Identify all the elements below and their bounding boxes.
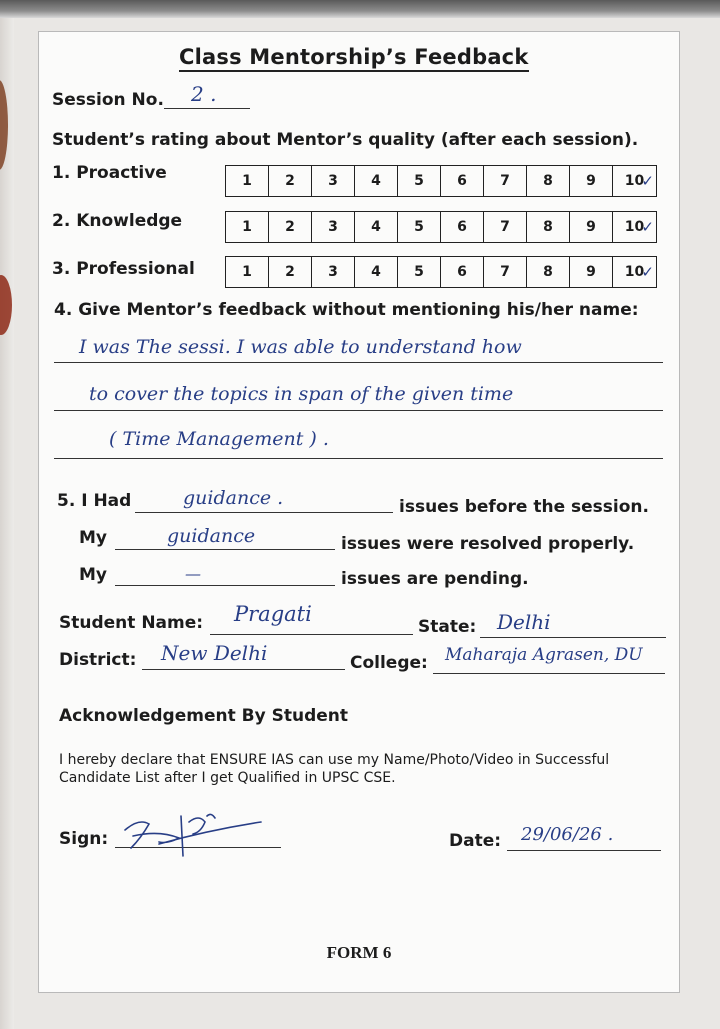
rating-cell[interactable] bbox=[613, 166, 656, 196]
acknowledgement-text: I hereby declare that ENSURE IAS can use my Name/Photo/Video in Successful Candidate List after I get Qualified in UPSC CSE. bbox=[59, 752, 610, 786]
rating-cell[interactable] bbox=[570, 166, 613, 196]
student-name-value[interactable]: Pragati bbox=[234, 602, 312, 626]
rating-number: 5 bbox=[414, 219, 424, 235]
rating-cell[interactable] bbox=[226, 212, 269, 242]
rating-number: 9 bbox=[586, 173, 596, 189]
rating-number: 4 bbox=[371, 219, 381, 235]
rating-cell[interactable] bbox=[484, 257, 527, 287]
rating-cell[interactable] bbox=[398, 257, 441, 287]
rating-number: 3 bbox=[328, 173, 338, 189]
feedback-line-2 bbox=[54, 410, 663, 411]
rating-number: 8 bbox=[543, 219, 553, 235]
rating-cell[interactable] bbox=[269, 166, 312, 196]
rating-heading: Student’s rating about Mentor’s quality (after each session). bbox=[52, 130, 639, 150]
rating-number: 1 bbox=[242, 219, 252, 235]
rating-cell[interactable] bbox=[355, 166, 398, 196]
rating-number: 2 bbox=[285, 219, 295, 235]
rating-cell[interactable] bbox=[527, 166, 570, 196]
check-mark-icon: ✓ bbox=[641, 263, 654, 281]
signature-image bbox=[119, 808, 269, 864]
photo-left-edge bbox=[0, 18, 14, 1029]
session-value[interactable]: 2 . bbox=[191, 82, 217, 106]
feedback-line-3 bbox=[54, 458, 663, 459]
rating-number: 6 bbox=[457, 264, 467, 280]
rating-number: 4 bbox=[371, 173, 381, 189]
session-label: Session No. bbox=[52, 90, 164, 110]
rating-cell[interactable] bbox=[312, 212, 355, 242]
issues-had-line bbox=[135, 512, 393, 513]
rating-number: 4 bbox=[371, 264, 381, 280]
issues-pending-value[interactable]: — bbox=[185, 564, 201, 583]
state-label: State: bbox=[418, 617, 477, 637]
state-value[interactable]: Delhi bbox=[497, 610, 551, 634]
rating-number: 5 bbox=[414, 173, 424, 189]
rating-cell[interactable] bbox=[226, 257, 269, 287]
rating-cell[interactable] bbox=[527, 212, 570, 242]
feedback-label: 4. Give Mentor’s feedback without mentioning his/her name: bbox=[54, 300, 639, 320]
rating-cell[interactable] bbox=[484, 212, 527, 242]
issues-resolved-value[interactable]: guidance bbox=[167, 525, 256, 547]
rating-number: 7 bbox=[500, 264, 510, 280]
rating-number: 6 bbox=[457, 173, 467, 189]
acknowledgement-heading: Acknowledgement By Student bbox=[59, 706, 348, 726]
issues-resolved-prefix: My bbox=[79, 528, 107, 548]
district-label: District: bbox=[59, 650, 137, 670]
district-line bbox=[142, 669, 345, 670]
photo-top-edge bbox=[0, 0, 720, 18]
rating-scale-proactive bbox=[225, 165, 657, 197]
rating-number: 10 bbox=[624, 219, 645, 235]
form-title: Class Mentorship’s Feedback bbox=[179, 45, 529, 72]
rating-cell[interactable] bbox=[355, 212, 398, 242]
issues-resolved-suffix: issues were resolved properly. bbox=[341, 534, 635, 554]
rating-number: 8 bbox=[543, 264, 553, 280]
issues-pending-line bbox=[115, 585, 335, 586]
rating-scale-knowledge bbox=[225, 211, 657, 243]
form-footer: FORM 6 bbox=[326, 943, 392, 962]
rating-cell[interactable] bbox=[441, 212, 484, 242]
college-line bbox=[433, 673, 665, 674]
rating-number: 7 bbox=[500, 173, 510, 189]
feedback-text-3[interactable]: ( Time Management ) . bbox=[109, 428, 329, 450]
issues-resolved-line bbox=[115, 549, 335, 550]
rating-cell[interactable] bbox=[226, 166, 269, 196]
feedback-form-page bbox=[38, 31, 680, 993]
rating-number: 8 bbox=[543, 173, 553, 189]
date-label: Date: bbox=[449, 831, 502, 851]
rating-cell[interactable] bbox=[613, 257, 656, 287]
college-value[interactable]: Maharaja Agrasen, DU bbox=[445, 645, 643, 665]
rating-number: 10 bbox=[624, 264, 645, 280]
rating-number: 9 bbox=[586, 219, 596, 235]
feedback-line-1 bbox=[54, 362, 663, 363]
sign-label: Sign: bbox=[59, 829, 109, 849]
rating-cell[interactable] bbox=[527, 257, 570, 287]
rating-cell[interactable] bbox=[269, 212, 312, 242]
rating-cell[interactable] bbox=[398, 166, 441, 196]
rating-cell[interactable] bbox=[484, 166, 527, 196]
rating-number: 10 bbox=[624, 173, 645, 189]
rating-label-professional: 3. Professional bbox=[52, 259, 195, 279]
rating-cell[interactable] bbox=[441, 257, 484, 287]
rating-number: 3 bbox=[328, 264, 338, 280]
feedback-text-1[interactable]: I was The sessi. I was able to understand how bbox=[79, 336, 522, 358]
feedback-text-2[interactable]: to cover the topics in span of the given time bbox=[89, 383, 514, 405]
rating-cell[interactable] bbox=[441, 166, 484, 196]
issues-had-value[interactable]: guidance . bbox=[183, 487, 284, 509]
rating-scale-professional bbox=[225, 256, 657, 288]
district-value[interactable]: New Delhi bbox=[161, 641, 268, 665]
rating-number: 1 bbox=[242, 264, 252, 280]
session-line bbox=[164, 108, 250, 109]
college-label: College: bbox=[350, 653, 428, 673]
state-line bbox=[480, 637, 666, 638]
check-mark-icon: ✓ bbox=[641, 218, 654, 236]
student-name-label: Student Name: bbox=[59, 613, 204, 633]
rating-cell[interactable] bbox=[355, 257, 398, 287]
rating-cell[interactable] bbox=[269, 257, 312, 287]
rating-number: 6 bbox=[457, 219, 467, 235]
rating-number: 2 bbox=[285, 264, 295, 280]
check-mark-icon: ✓ bbox=[641, 172, 654, 190]
rating-cell[interactable] bbox=[398, 212, 441, 242]
rating-cell[interactable] bbox=[312, 257, 355, 287]
student-name-line bbox=[210, 634, 413, 635]
rating-label-knowledge: 2. Knowledge bbox=[52, 211, 183, 231]
rating-cell[interactable] bbox=[570, 212, 613, 242]
rating-label-proactive: 1. Proactive bbox=[52, 163, 167, 183]
rating-number: 1 bbox=[242, 173, 252, 189]
rating-cell[interactable] bbox=[312, 166, 355, 196]
issues-had-suffix: issues before the session. bbox=[399, 497, 649, 517]
date-line bbox=[507, 850, 661, 851]
rating-cell[interactable] bbox=[570, 257, 613, 287]
rating-number: 5 bbox=[414, 264, 424, 280]
rating-number: 3 bbox=[328, 219, 338, 235]
rating-number: 9 bbox=[586, 264, 596, 280]
rating-number: 2 bbox=[285, 173, 295, 189]
date-value[interactable]: 29/06/26 . bbox=[521, 824, 614, 845]
rating-number: 7 bbox=[500, 219, 510, 235]
rating-cell[interactable] bbox=[613, 212, 656, 242]
issues-pending-prefix: My bbox=[79, 565, 107, 585]
issues-had-prefix: 5. I Had bbox=[57, 491, 132, 511]
issues-pending-suffix: issues are pending. bbox=[341, 569, 529, 589]
